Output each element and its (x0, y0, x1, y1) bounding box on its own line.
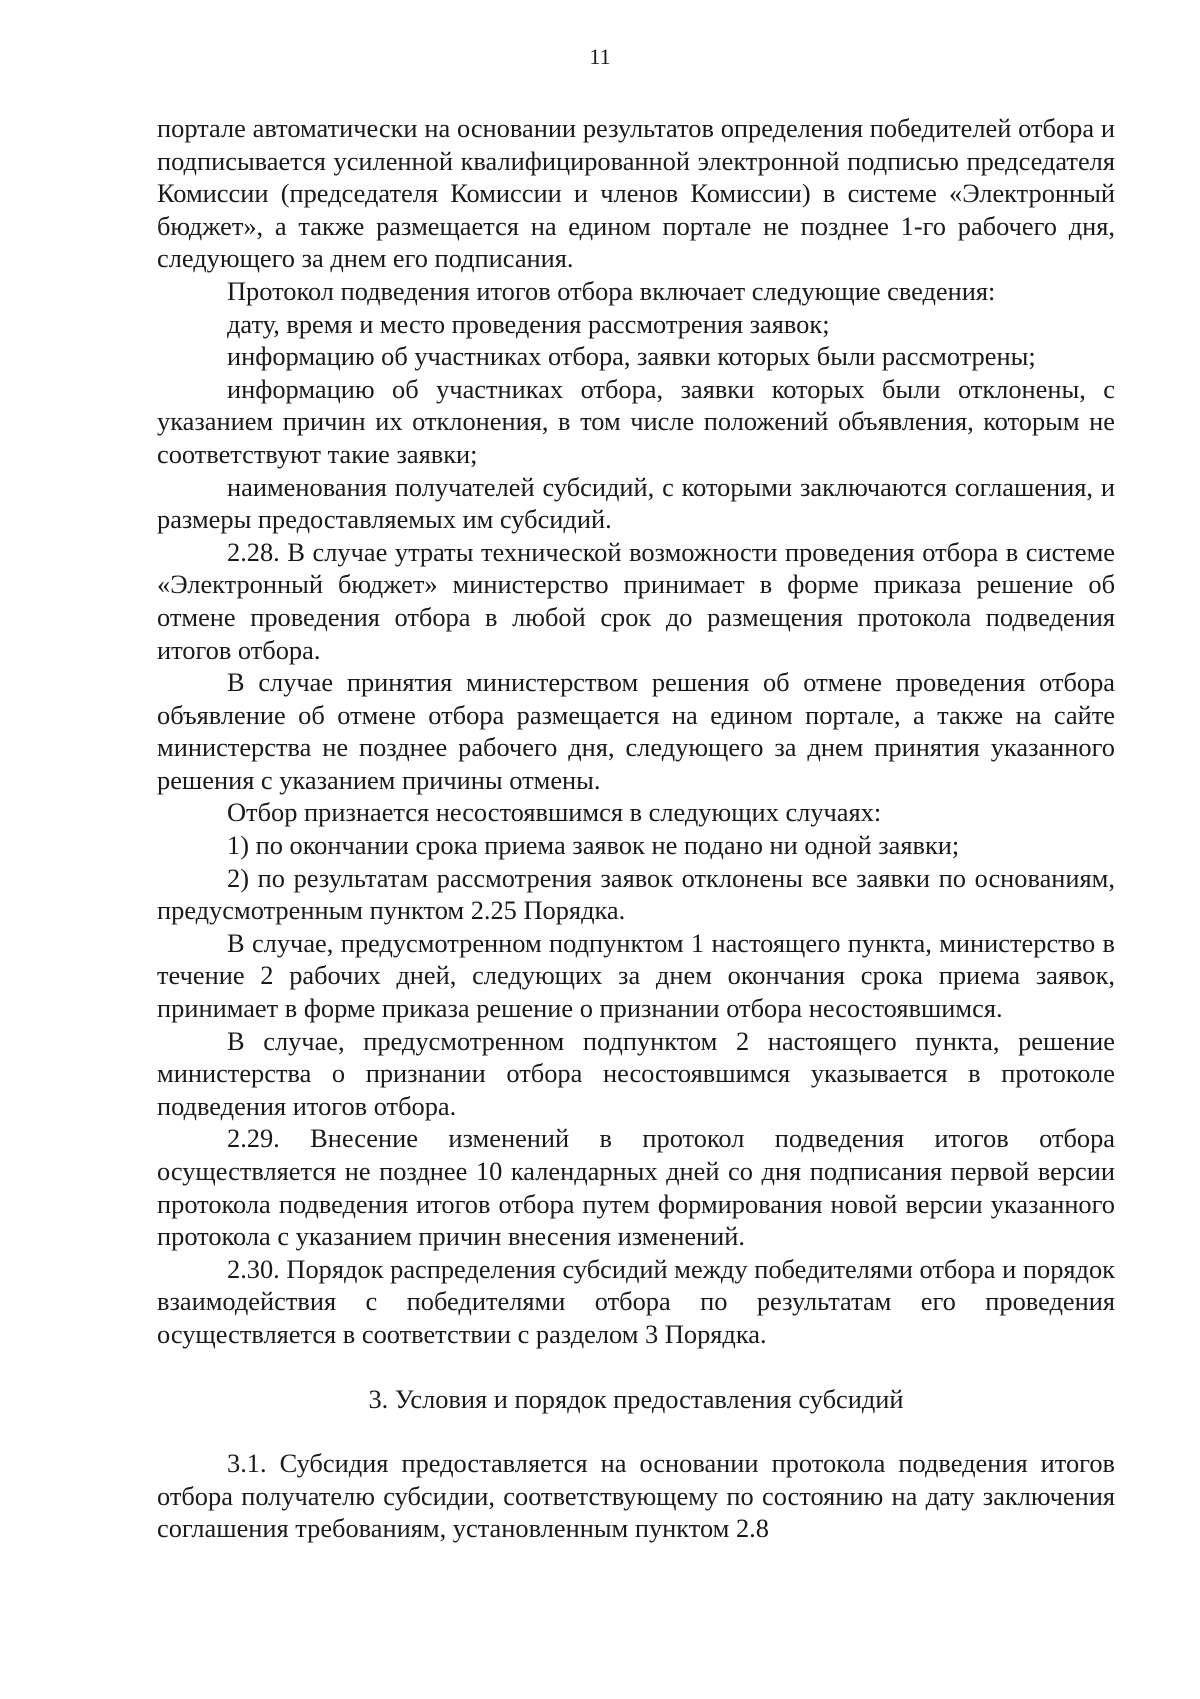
paragraph: 2) по результатам рассмотрения заявок отклонены все заявки по основаниям, предусмотренным пунктом 2.25 Порядка. (157, 862, 1115, 926)
paragraph: В случае, предусмотренном подпунктом 1 настоящего пункта, министерство в течение 2 рабочих дней, следующих за днем окончания срока приема заявок, принимает в форме приказа решение о признании отбора несостоявшимся. (157, 927, 1115, 1024)
paragraph: В случае принятия министерством решения об отмене проведения отбора объявление об отмене отбора размещается на едином портале, а также на сайте министерства не позднее рабочего дня, следующего за днем принятия указанного решения с указанием причины отмены. (157, 667, 1115, 795)
paragraph: информацию об участниках отбора, заявки которых были рассмотрены; (227, 341, 1036, 372)
paragraph-3-1: 3.1. Субсидия предоставляется на основании протокола подведения итогов отбора получателю субсидии, соответствующему по состоянию на дату заключения соглашения требованиям, установленным пунктом 2.8 (157, 1448, 1115, 1544)
paragraph: 1) по окончании срока приема заявок не подано ни одной заявки; (227, 830, 960, 861)
paragraph-2-28: 2.28. В случае утраты технической возможности проведения отбора в системе «Электронный бюджет» министерство принимает в форме приказа решение об отмене проведения отбора в любой срок до размещения протокола подведения итогов отбора. (157, 536, 1115, 665)
paragraph: Отбор признается несостоявшимся в следующих случаях: (227, 797, 882, 828)
page-number: 11 (589, 44, 611, 69)
paragraph: В случае, предусмотренном подпунктом 2 настоящего пункта, решение министерства о признании отбора несостоявшимся указывается в протоколе подведения итогов отбора. (157, 1025, 1115, 1121)
paragraph: дату, время и место проведения рассмотрения заявок; (227, 308, 830, 339)
paragraph: информацию об участниках отбора, заявки которых были отклонены, с указанием причин их отклонения, в том числе положений объявления, которым не соответствуют такие заявки; (157, 373, 1115, 469)
paragraph: Протокол подведения итогов отбора включает следующие сведения: (227, 275, 996, 306)
paragraph: наименования получателей субсидий, с которыми заключаются соглашения, и размеры предоставляемых им субсидий. (157, 471, 1115, 535)
paragraph-2-30: 2.30. Порядок распределения субсидий между победителями отбора и порядок взаимодействия с победителями отбора по результатам его проведения осуществляется в соответствии с разделом 3 Порядка. (157, 1253, 1115, 1349)
paragraph-continuation: портале автоматически на основании результатов определения победителей отбора и подписывается усиленной квалифицированной электронной подписью председателя Комиссии (председателя Комиссии и членов Комиссии) в системе «Электронный бюджет», а также размещается на едином портале не позднее 1-го рабочего дня, следующего за днем его подписания. (157, 113, 1115, 274)
paragraph-2-29: 2.29. Внесение изменений в протокол подведения итогов отбора осуществляется не позднее 10 календарных дней со дня подписания первой версии протокола подведения итогов отбора путем формирования новой версии указанного протокола с указанием причин внесения изменений. (157, 1123, 1115, 1252)
document-body (157, 112, 1115, 1545)
section-heading: 3. Условия и порядок предоставления субсидий (368, 1383, 904, 1414)
